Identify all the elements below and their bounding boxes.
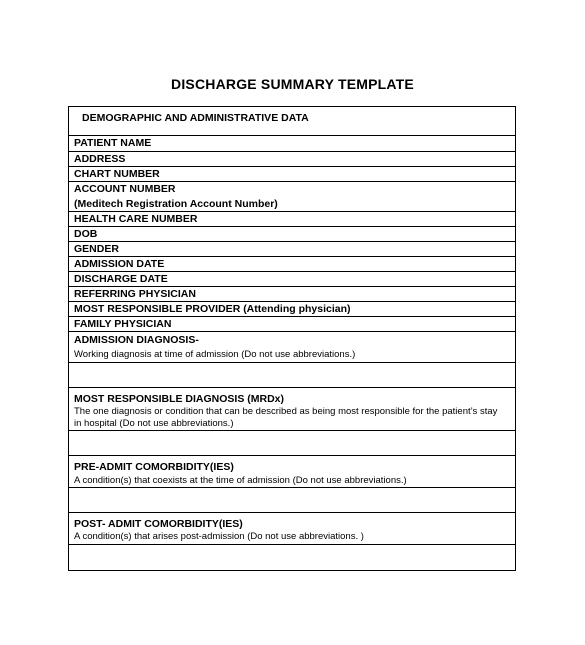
field-label: ADMISSION DATE [74,258,165,270]
field-address[interactable] [69,152,515,167]
field-label: ADDRESS [74,153,126,165]
section-description: The one diagnosis or condition that can be described as being most responsible for the patient’s stay in hospital (Do not use abbreviations.) [74,406,498,429]
field-sublabel: (Meditech Registration Account Number) [74,198,278,210]
field-admission-date[interactable] [69,257,515,272]
field-gender[interactable] [69,242,515,257]
post-admit-comorbidity-entry[interactable] [69,545,515,570]
field-label: GENDER [74,243,119,255]
field-label: DOB [74,228,98,240]
document-title: DISCHARGE SUMMARY TEMPLATE [171,76,414,92]
admission-diagnosis-entry[interactable] [69,363,515,388]
field-family-physician[interactable] [69,317,515,332]
section-header: DEMOGRAPHIC AND ADMINISTRATIVE DATA [82,112,309,124]
field-label: REFERRING PHYSICIAN [74,288,196,300]
section-label: ADMISSION DIAGNOSIS- [74,334,199,346]
field-account-number[interactable] [69,182,515,212]
field-discharge-date[interactable] [69,272,515,287]
pre-admit-comorbidity-entry[interactable] [69,488,515,513]
section-description: Working diagnosis at time of admission (Do not use abbreviations.) [74,349,356,360]
field-label: ACCOUNT NUMBER [74,183,176,195]
mrdx-entry[interactable] [69,431,515,456]
field-label: CHART NUMBER [74,168,160,180]
field-label: FAMILY PHYSICIAN [74,318,172,330]
field-label: PATIENT NAME [74,137,152,149]
admission-diagnosis-header [69,332,515,363]
field-referring-physician[interactable] [69,287,515,302]
mrdx-header [69,388,515,431]
discharge-summary-form [68,106,516,571]
field-dob[interactable] [69,227,515,242]
section-description: A condition(s) that arises post-admission (Do not use abbreviations. ) [74,531,364,542]
field-patient-name[interactable] [69,136,515,152]
field-label: HEALTH CARE NUMBER [74,213,198,225]
field-label: MOST RESPONSIBLE PROVIDER (Attending physician) [74,303,351,315]
section-label: PRE-ADMIT COMORBIDITY(IES) [74,461,234,473]
post-admit-comorbidity-header [69,513,515,545]
section-header-row [69,107,515,136]
field-health-care-number[interactable] [69,212,515,227]
section-label: MOST RESPONSIBLE DIAGNOSIS (MRDx) [74,393,285,405]
section-description: A condition(s) that coexists at the time of admission (Do not use abbreviations.) [74,475,407,486]
pre-admit-comorbidity-header [69,456,515,488]
section-label: POST- ADMIT COMORBIDITY(IES) [74,518,243,530]
field-most-responsible-provider[interactable] [69,302,515,317]
field-label: DISCHARGE DATE [74,273,168,285]
field-chart-number[interactable] [69,167,515,182]
